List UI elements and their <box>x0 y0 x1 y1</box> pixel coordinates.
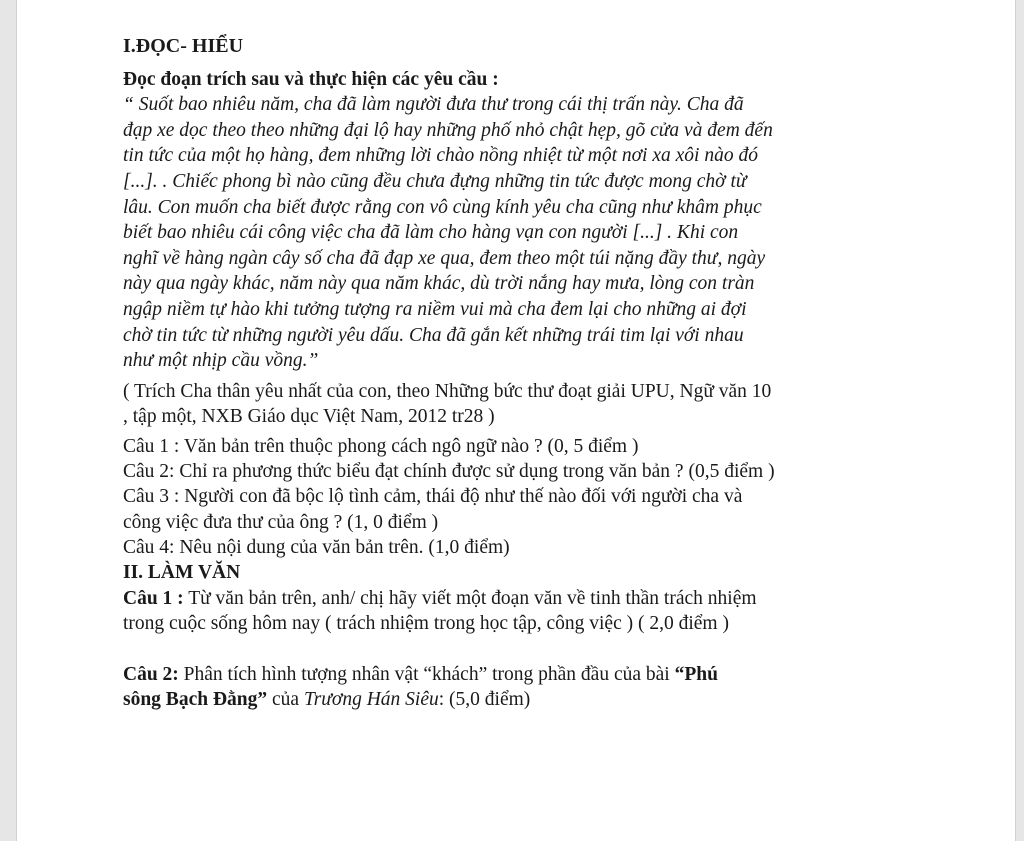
passage-line: đạp xe dọc theo theo những đại lộ hay những phố nhỏ chật hẹp, gõ cửa và đem đến <box>123 119 773 141</box>
essay-question-2-cont <box>123 687 913 713</box>
passage-line: ngập niềm tự hào khi tưởng tượng ra niềm vui mà cha đem lại cho những ai đợi <box>123 298 747 320</box>
reading-questions <box>123 434 913 560</box>
question-4: Câu 4: Nêu nội dung của văn bản trên. (1,0 điểm) <box>123 536 510 558</box>
essay-q2-points: : (5,0 điểm) <box>438 689 531 711</box>
essay-question-1 <box>123 586 913 612</box>
essay-question-2 <box>123 662 913 688</box>
passage-source <box>123 379 913 430</box>
essay-q2-text: Phân tích hình tượng nhân vật “khách” trong phần đầu của bài <box>178 663 675 685</box>
essay-q2-label: Câu 2: <box>123 663 179 685</box>
reading-instruction: Đọc đoạn trích sau và thực hiện các yêu cầu : <box>123 68 499 90</box>
document-content <box>123 34 913 713</box>
passage-excerpt <box>123 92 913 374</box>
passage-line: này qua ngày khác, năm này qua năm khác, dù trời nắng hay mưa, lòng con tràn <box>123 273 755 295</box>
section-title-doc-hieu: I.ĐỌC- HIỂU <box>123 35 244 57</box>
passage-line: nghĩ về hàng ngàn cây số cha đã đạp xe qua, đem theo một túi nặng đầy thư, ngày <box>123 247 766 269</box>
essay-q2-work-title: “Phú <box>674 663 718 685</box>
passage-line: [...]. . Chiếc phong bì nào cũng đều chưa đựng những tin tức được mong chờ từ <box>123 170 747 192</box>
essay-q2-author: Trương Hán Siêu <box>303 689 439 711</box>
passage-line: tin tức của một họ hàng, đem những lời chào nồng nhiệt từ một nơi xa xôi nào đó <box>123 145 758 167</box>
source-line: , tập một, NXB Giáo dục Việt Nam, 2012 tr28 ) <box>123 406 495 428</box>
question-2: Câu 2: Chỉ ra phương thức biểu đạt chính được sử dụng trong văn bản ? (0,5 điểm ) <box>123 461 775 483</box>
document-page <box>16 0 1016 841</box>
essay-q2-of: của <box>267 689 304 711</box>
passage-line: biết bao nhiêu cái công việc cha đã làm cho hàng vạn con người [...] . Khi con <box>123 222 739 244</box>
essay-q1-text-cont: trong cuộc sống hôm nay ( trách nhiệm trong học tập, công việc ) ( 2,0 điểm ) <box>123 613 729 635</box>
passage-line: chờ tin tức từ những người yêu dấu. Cha đã gắn kết những trái tim lại với nhau <box>123 324 744 346</box>
section-lam-van <box>123 560 913 713</box>
essay-q1-label: Câu 1 : <box>123 587 184 609</box>
essay-q1-text: Từ văn bản trên, anh/ chị hãy viết một đoạn văn về tinh thần trách nhiệm <box>183 587 757 609</box>
passage-line: như một nhịp cầu vồng.” <box>123 350 319 372</box>
question-3: Câu 3 : Người con đã bộc lộ tình cảm, thái độ như thế nào đối với người cha và <box>123 486 743 508</box>
passage-line: lâu. Con muốn cha biết được rằng con vô cùng kính yêu cha cũng như khâm phục <box>123 196 762 218</box>
source-line: ( Trích Cha thân yêu nhất của con, theo Những bức thư đoạt giải UPU, Ngữ văn 10 <box>123 380 772 402</box>
question-1: Câu 1 : Văn bản trên thuộc phong cách ngô ngữ nào ? (0, 5 điểm ) <box>123 435 639 457</box>
question-3-cont: công việc đưa thư của ông ? (1, 0 điểm ) <box>123 511 439 533</box>
essay-q2-work-title-cont: sông Bạch Đằng” <box>123 689 268 711</box>
spacer <box>123 637 913 662</box>
passage-line: “ Suốt bao nhiêu năm, cha đã làm người đưa thư trong cái thị trấn này. Cha đã <box>123 94 744 116</box>
section-title-lam-van: II. LÀM VĂN <box>123 561 241 583</box>
